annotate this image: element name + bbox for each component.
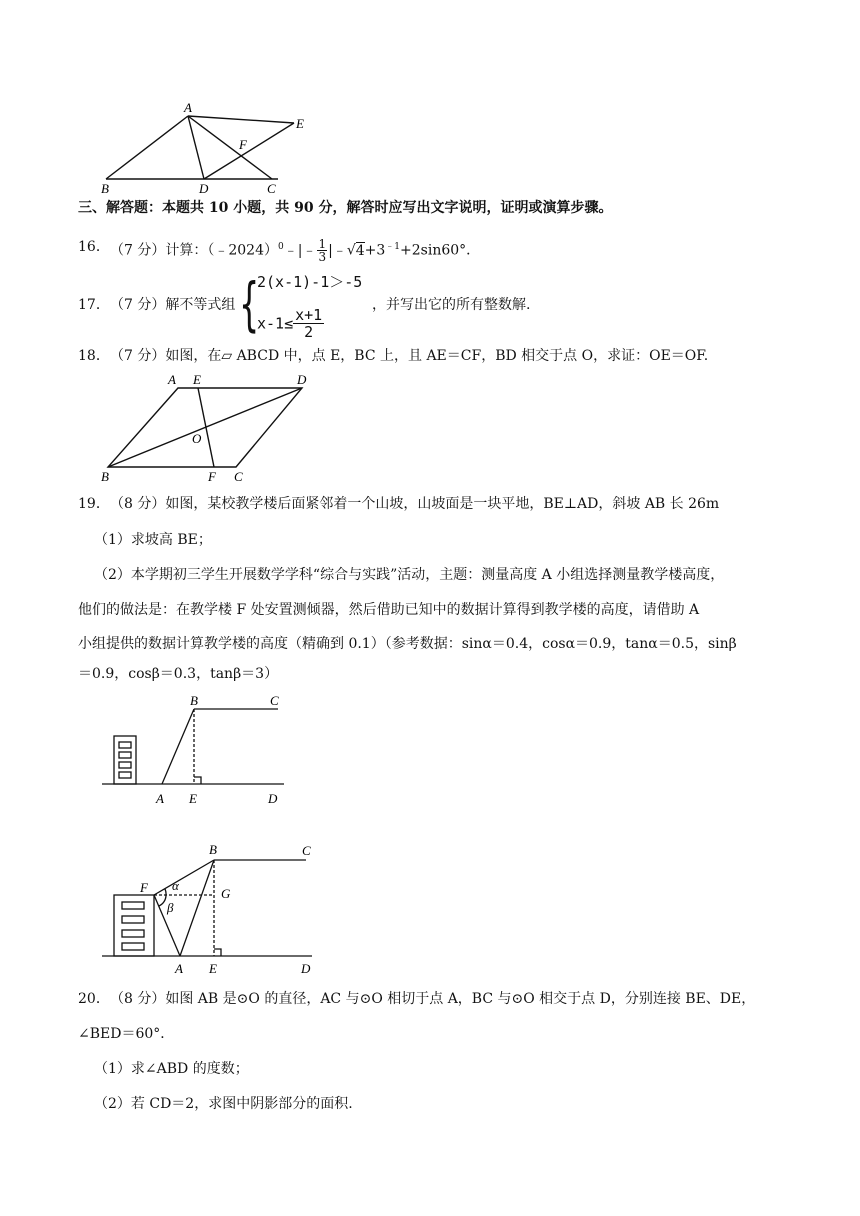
q19-number: 19． bbox=[78, 496, 110, 512]
q19-sub2-line3: 小组提供的数据计算教学楼的高度（精确到 0.1）（参考数据：sinα＝0.4，cosα＝0.9，tanα＝0.5，sinβ bbox=[78, 636, 737, 652]
q19-sub2-line4: ＝0.9，cosβ＝0.3，tanβ＝3） bbox=[78, 666, 279, 682]
q16-frac-den: 3 bbox=[318, 250, 327, 265]
q17-ineq2-frac bbox=[293, 307, 324, 340]
label-D: D bbox=[199, 181, 209, 196]
label-D: D bbox=[297, 372, 307, 387]
label-B: B bbox=[101, 181, 109, 196]
q20-sub1: （1）求∠ABD 的度数； bbox=[94, 1061, 249, 1077]
label-beta: β bbox=[167, 900, 174, 915]
q17-ineq2-num: x+1 bbox=[295, 306, 323, 324]
label-E: E bbox=[189, 791, 197, 806]
q17-ineq2-den: 2 bbox=[304, 323, 314, 341]
q16-line bbox=[110, 237, 480, 263]
q17-ineq2 bbox=[257, 307, 324, 340]
label-D: D bbox=[301, 961, 311, 976]
q19-sub2-line2: 他们的做法是：在教学楼 F 处安置测倾器，然后借助已知中的数据计算得到教学楼的高度，请借助 A bbox=[78, 602, 700, 618]
q19-line1: （8 分）如图，某校教学楼后面紧邻着一个山坡，山坡面是一块平地，BE⊥AD，斜坡 AB 长 26m bbox=[110, 496, 720, 512]
label-alpha: α bbox=[172, 878, 179, 893]
label-B: B bbox=[209, 842, 217, 857]
q17-ineq1: 2(x-1)-1＞-5 bbox=[257, 273, 363, 291]
label-C: C bbox=[270, 693, 279, 708]
q20-line2: ∠BED＝60°． bbox=[78, 1026, 175, 1042]
label-E: E bbox=[209, 961, 217, 976]
q17-ineq2-left: x-1≤ bbox=[257, 314, 294, 333]
label-A: A bbox=[168, 372, 176, 387]
label-C: C bbox=[234, 469, 243, 484]
q20-line1: （8 分）如图 AB 是⊙O 的直径，AC 与⊙O 相切于点 A，BC 与⊙O 相交于点 D，分别连接 BE、DE， bbox=[110, 991, 756, 1007]
label-C: C bbox=[302, 843, 311, 858]
figure-parallelogram bbox=[96, 370, 326, 488]
q16-sup-neg1: ﹣1 bbox=[385, 242, 401, 252]
label-B: B bbox=[101, 469, 109, 484]
q18-text: （7 分）如图，在▱ ABCD 中，点 E，BC 上，且 AE＝CF，BD 相交于点 O，求证：OE＝OF. bbox=[110, 348, 709, 364]
q17-number: 17． bbox=[78, 297, 110, 313]
q16-text-a: （7 分）计算：（﹣2024） bbox=[110, 242, 278, 259]
q16-frac-num: 1 bbox=[318, 237, 327, 252]
q19-sub2-line1: （2）本学期初三学生开展数学学科“综合与实践”活动，主题：测量高度 A 小组选择测量教学楼高度， bbox=[94, 567, 725, 583]
q16-sqrt: √4 bbox=[346, 242, 365, 259]
q16-text-e: +2sin60°． bbox=[400, 242, 481, 259]
label-A: A bbox=[184, 100, 192, 115]
q18-number: 18． bbox=[78, 348, 110, 364]
q16-sup0: 0 bbox=[278, 242, 284, 252]
label-F: F bbox=[140, 880, 148, 895]
q16-text-b: ﹣|﹣ bbox=[283, 242, 317, 259]
label-C: C bbox=[267, 181, 276, 196]
q16-sqrt-inner: 4 bbox=[355, 242, 365, 259]
label-E: E bbox=[193, 372, 201, 387]
q16-text-d: +3 bbox=[364, 242, 386, 259]
q17-tail: ，并写出它的所有整数解. bbox=[372, 297, 531, 313]
label-F: F bbox=[208, 469, 216, 484]
q16-text-c: |﹣ bbox=[328, 242, 347, 259]
label-D: D bbox=[268, 791, 278, 806]
label-G: G bbox=[221, 886, 231, 901]
label-B: B bbox=[190, 693, 198, 708]
q19-sub1: （1）求坡高 BE； bbox=[94, 532, 212, 548]
q16-fraction bbox=[317, 238, 327, 263]
figure-triangle-aef bbox=[96, 98, 316, 196]
label-A: A bbox=[175, 961, 183, 976]
q17-brace: { bbox=[239, 270, 260, 338]
label-F: F bbox=[239, 137, 247, 152]
figure-measurement bbox=[98, 838, 320, 980]
label-O: O bbox=[192, 431, 202, 446]
q20-number: 20． bbox=[78, 991, 110, 1007]
q16-number: 16． bbox=[78, 239, 110, 255]
section-heading: 三、解答题：本题共 10 小题，共 90 分，解答时应写出文字说明，证明或演算步骤。 bbox=[78, 200, 613, 216]
label-A: A bbox=[156, 791, 164, 806]
q20-sub2: （2）若 CD＝2，求图中阴影部分的面积. bbox=[94, 1096, 353, 1112]
q17-score: （7 分）解不等式组 bbox=[110, 297, 236, 313]
label-E: E bbox=[296, 116, 304, 131]
figure-slope-building bbox=[98, 688, 298, 810]
